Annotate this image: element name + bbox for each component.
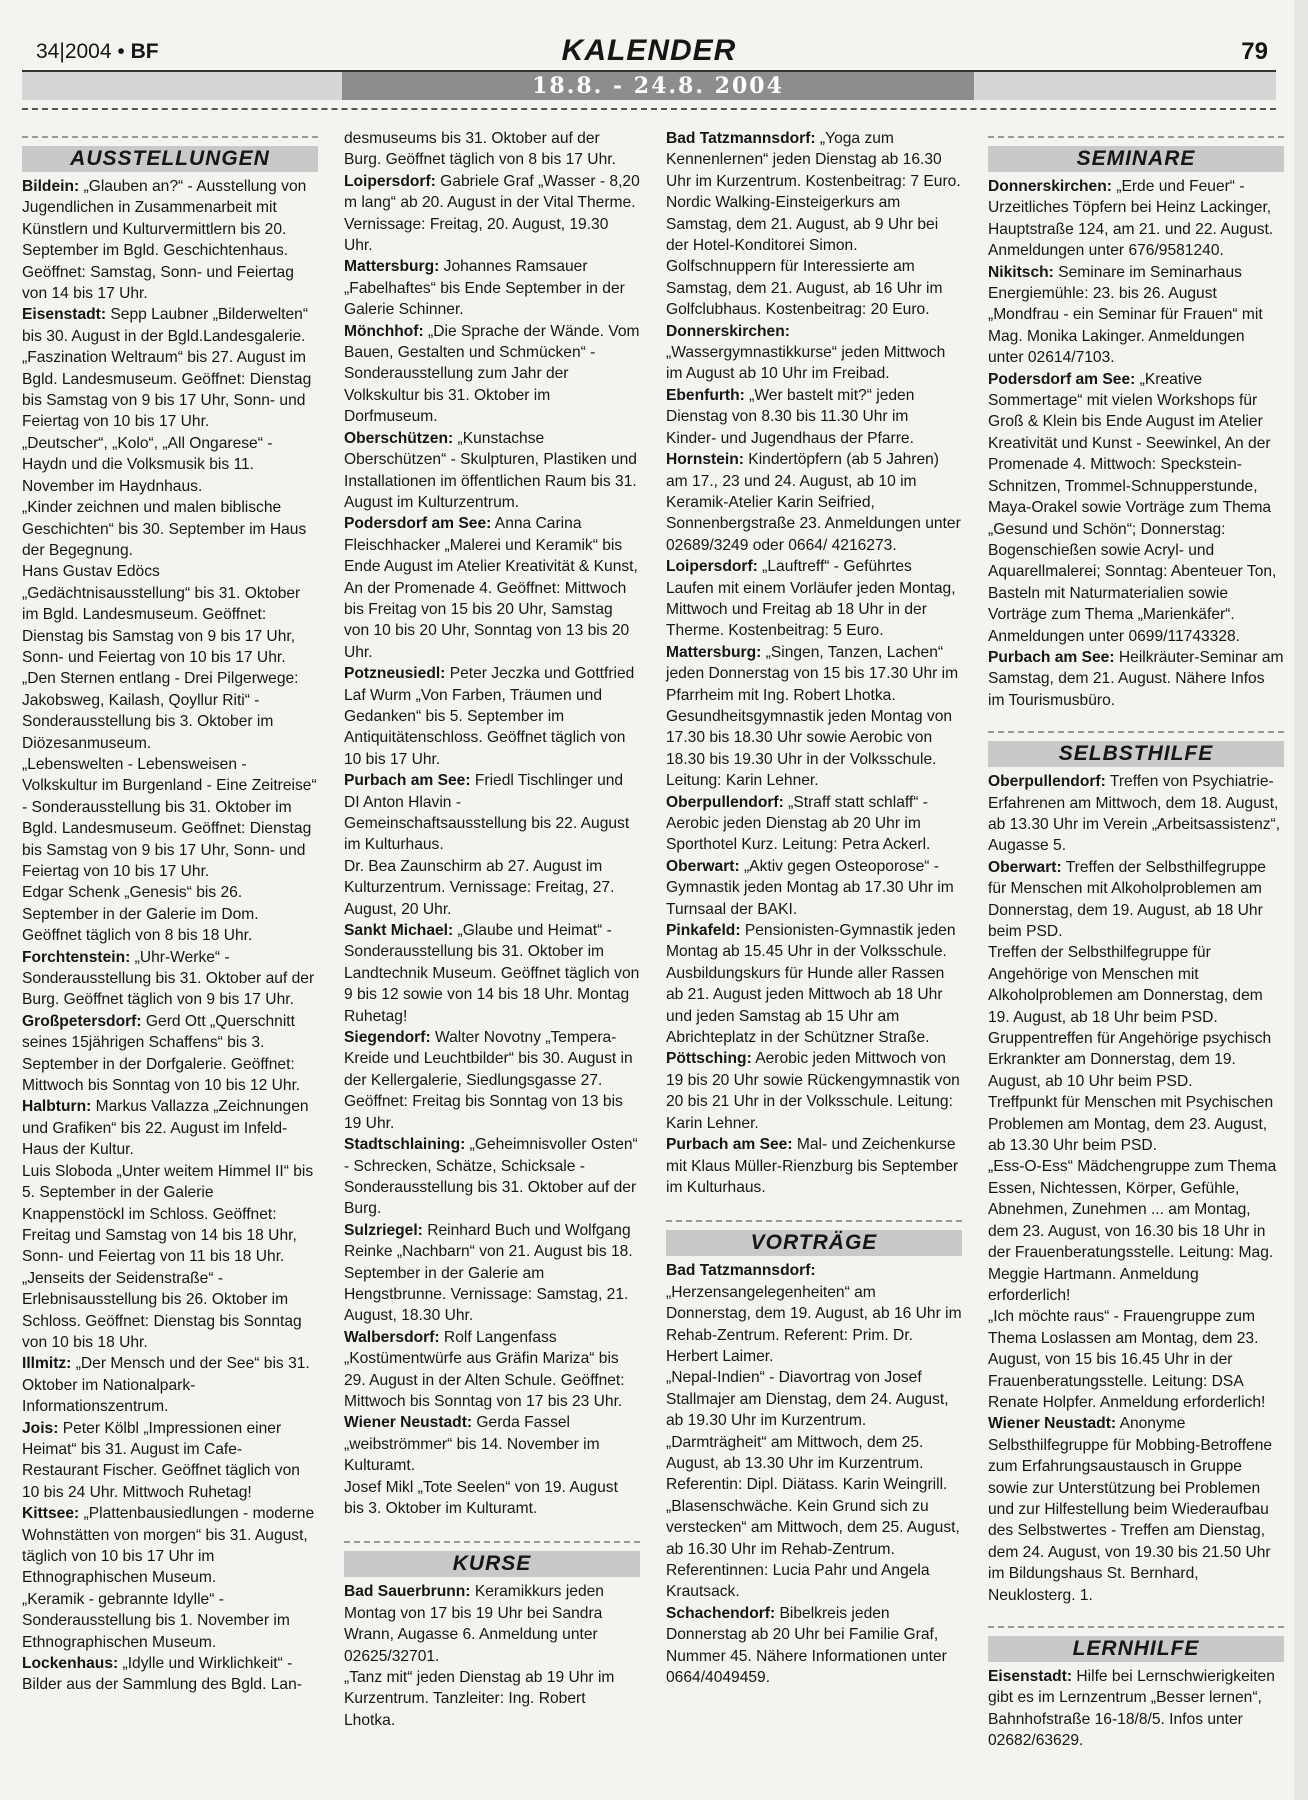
entry-text: Gerda Fassel „weibströmmer“ bis 14. November im Kulturamt. bbox=[344, 1414, 600, 1475]
entry-text: Peter Jeczka und Gottfried Laf Wurm „Von Farben, Träumen und Gedanken“ bis 5. September im Antiquitätenschloss. Geöffnet täglich von 10 bis 17 Uhr. bbox=[344, 665, 635, 768]
listing-entry bbox=[666, 1367, 962, 1431]
listing-entry bbox=[22, 1653, 318, 1696]
issue-number: 34|2004 • BF bbox=[36, 40, 159, 63]
listing-entry bbox=[22, 561, 318, 668]
listing-entry bbox=[22, 1503, 318, 1589]
entry-location: Oberpullendorf: bbox=[666, 793, 784, 811]
section-dash bbox=[988, 1626, 1284, 1628]
entry-text: Dr. Bea Zaunschirm ab 27. August im Kulturzentrum. Vernissage: Freitag, 27. August, 20 Uhr. bbox=[344, 857, 615, 918]
entry-location: Walbersdorf: bbox=[344, 1328, 440, 1346]
listing-entry bbox=[22, 433, 318, 497]
listing-entry bbox=[22, 176, 318, 304]
entry-list bbox=[344, 128, 640, 1519]
listing-entry bbox=[988, 176, 1284, 262]
entry-text: Anna Carina Fleischhacker „Malerei und Keramik“ bis Ende August im Atelier Kreativität & Kunst, An der Promenade 4. Geöffnet: Mittwoch bis Freitag von 15 bis 20 Uhr, Samstag von 10 bis 20 Uhr, Sonntag von 13 bis 20 Uhr. bbox=[344, 515, 638, 661]
entry-location: Podersdorf am See: bbox=[344, 515, 492, 533]
listing-entry bbox=[344, 171, 640, 257]
listing-entry bbox=[344, 663, 640, 770]
listing-entry bbox=[344, 1667, 640, 1731]
listing-entry bbox=[344, 321, 640, 428]
entry-text: Peter Kölbl „Impressionen einer Heimat“ bis 31. August im Cafe-Restaurant Fischer. Geöffnet täglich von 10 bis 24 Uhr. Mittwoch Ruhetag! bbox=[22, 1419, 300, 1501]
entry-location: Halbturn: bbox=[22, 1098, 92, 1116]
entry-text: Markus Vallazza „Zeichnungen und Grafiken“ bis 22. August im Infeld-Haus der Kultur. bbox=[22, 1098, 309, 1159]
entry-text: „Kunstachse Oberschützen“ - Skulpturen, Plastiken und Installationen im öffentlichen Raum bis 31. August im Kulturzentrum. bbox=[344, 429, 637, 511]
listing-entry bbox=[988, 1028, 1284, 1092]
entry-text: „Erde und Feuer“ - Urzeitliches Töpfern bei Heinz Lackinger, Hauptstraße 124, am 21. und 22. August. Anmeldungen unter 676/9581240. bbox=[988, 178, 1274, 260]
listing-entry bbox=[22, 1589, 318, 1653]
entry-location: Loipersdorf: bbox=[344, 172, 436, 190]
listing-entry bbox=[666, 963, 962, 1049]
section-dash bbox=[22, 136, 318, 138]
listing-entry bbox=[22, 1096, 318, 1160]
listing-entry bbox=[22, 347, 318, 433]
entry-location: Eisenstadt: bbox=[988, 1668, 1073, 1685]
entry-list bbox=[22, 176, 318, 1696]
listing-entry bbox=[22, 754, 318, 882]
entry-text: Treffen von Psychiatrie-Erfahrenen am Mittwoch, dem 18. August, ab 13.30 Uhr im Verein „Arbeitsassistenz“, Augasse 5. bbox=[988, 773, 1281, 855]
listing-entry bbox=[988, 369, 1284, 647]
entry-text: „Lauftreff“ - Geführtes Laufen mit einem Vorläufer jeden Montag, Mittwoch und Freitag ab 18 Uhr in der Therme. Kostenbeitrag: 5 Euro. bbox=[666, 558, 956, 640]
entry-location: Bildein: bbox=[22, 178, 80, 195]
entry-location: Mönchhof: bbox=[344, 322, 424, 340]
entry-text: Golfschnuppern für Interessierte am Samstag, dem 21. August, ab 16 Uhr im Golfclubhaus. Kostenbeitrag: 20 Euro. bbox=[666, 258, 943, 319]
page-header bbox=[22, 34, 1276, 104]
entry-location: Großpetersdorf: bbox=[22, 1012, 142, 1030]
listing-entry bbox=[344, 920, 640, 1027]
entry-list bbox=[666, 1260, 962, 1688]
listing-entry bbox=[344, 1477, 640, 1520]
entry-location: Oberwart: bbox=[666, 857, 740, 875]
section-kurse bbox=[344, 1533, 640, 1577]
listing-entry bbox=[344, 1412, 640, 1476]
listing-entry bbox=[22, 668, 318, 754]
listing-entry bbox=[988, 857, 1284, 943]
entry-text: Walter Novotny „Tempera-Kreide und Leuchtbilder“ bis 30. August in der Kellergalerie, Siedlungsgasse 27. Geöffnet: Freitag bis Sonntag von 13 bis 19 Uhr. bbox=[344, 1029, 633, 1132]
listing-entry bbox=[344, 428, 640, 514]
listing-entry bbox=[666, 642, 962, 706]
entry-text: „Uhr-Werke“ - Sonderausstellung bis 31. Oktober auf der Burg. Geöffnet täglich von 9 bis 17 Uhr. bbox=[22, 948, 315, 1009]
entry-location: Loipersdorf: bbox=[666, 558, 758, 576]
section-vortraege bbox=[666, 1212, 962, 1256]
entry-text: „Plattenbausiedlungen - moderne Wohnstätten von morgen“ bis 31. August, täglich von 10 bis 17 Uhr im Ethnographischen Museum. bbox=[22, 1505, 315, 1587]
entry-location: Oberschützen: bbox=[344, 429, 454, 447]
listing-entry bbox=[666, 449, 962, 556]
listing-entry bbox=[666, 128, 962, 192]
entry-text: Josef Mikl „Tote Seelen“ von 19. August bis 3. Oktober im Kulturamt. bbox=[344, 1478, 618, 1517]
entry-text: „Jenseits der Seidenstraße“ - Erlebnisausstellung bis 26. Oktober im Schloss. Geöffnet: Dienstag bis Sonntag von 10 bis 18 Uhr. bbox=[22, 1269, 302, 1351]
entry-list bbox=[988, 176, 1284, 711]
entry-location: Donnerskirchen: bbox=[988, 178, 1112, 195]
listing-entry bbox=[666, 1496, 962, 1603]
section-heading: KURSE bbox=[344, 1551, 640, 1577]
entry-text: „Den Sternen entlang - Drei Pilgerwege: Jakobsweg, Kailash, Qoyllur Riti“ - Sonderausstellung bis 3. Oktober im Diözesanmuseum. bbox=[22, 670, 299, 752]
entry-location: Schachendorf: bbox=[666, 1604, 776, 1622]
entry-location: Hornstein: bbox=[666, 451, 744, 469]
entry-text: „Die Sprache der Wände. Vom Bauen, Gestalten und Schmücken“ - Sonderausstellung zum Jahr der Volkskultur bis 31. Oktober im Dorfmuseum. bbox=[344, 322, 640, 426]
listing-entry bbox=[988, 771, 1284, 857]
entry-location: Wiener Neustadt: bbox=[988, 1415, 1117, 1433]
entry-location: Potzneusiedl: bbox=[344, 665, 446, 683]
entry-text: Heilkräuter-Seminar am Samstag, dem 21. August. Nähere Infos im Tourismusbüro. bbox=[988, 648, 1284, 709]
listing-entry bbox=[22, 1161, 318, 1268]
listing-entry bbox=[344, 1581, 640, 1667]
entry-location: Bad Tatzmannsdorf: bbox=[666, 130, 816, 147]
entry-text: Hilfe bei Lernschwierigkeiten gibt es im Lernzentrum „Besser lernen“, Bahnhofstraße 16-18/8/5. Infos unter 02682/63629. bbox=[988, 1668, 1275, 1750]
entry-text: Sepp Laubner „Bilderwelten“ bis 30. August in der Bgld.Landesgalerie. bbox=[22, 306, 309, 345]
entry-text: „Singen, Tanzen, Lachen“ jeden Donnerstag von 15 bis 17.30 Uhr im Pfarrheim mit Ing. Robert Lhotka. bbox=[666, 643, 959, 704]
entry-location: Forchtenstein: bbox=[22, 948, 131, 966]
listing-entry bbox=[666, 192, 962, 256]
entry-text: Gabriele Graf „Wasser - 8,20 m lang“ ab 20. August in der Vital Therme. Vernissage: Freitag, 20. August, 19.30 Uhr. bbox=[344, 172, 640, 255]
listing-entry bbox=[666, 920, 962, 963]
listing-entry bbox=[988, 1156, 1284, 1306]
entry-text: Gesundheitsgymnastik jeden Montag von 17.30 bis 18.30 Uhr sowie Aerobic von 18.30 bis 19.30 Uhr in der Volksschule. Leitung: Karin Lehner. bbox=[666, 707, 953, 790]
column-3 bbox=[666, 128, 962, 1688]
page-number: 79 bbox=[1241, 38, 1268, 65]
entry-location: Siegendorf: bbox=[344, 1029, 431, 1047]
entry-location: Stadtschlaining: bbox=[344, 1136, 466, 1154]
section-ausstellungen bbox=[22, 128, 318, 172]
entry-text: Gruppentreffen für Angehörige psychisch Erkrankter am Donnerstag, dem 19. August, ab 10 Uhr beim PSD. bbox=[988, 1030, 1272, 1090]
listing-entry bbox=[666, 1260, 962, 1367]
listing-entry bbox=[988, 1413, 1284, 1606]
listing-entry bbox=[344, 1220, 640, 1327]
entry-text: „Geheimnisvoller Osten“ - Schrecken, Schätze, Schicksale - Sonderausstellung bis 31. Oktober auf der Burg. bbox=[344, 1136, 638, 1218]
listing-entry bbox=[988, 1666, 1284, 1752]
listing-entry bbox=[344, 256, 640, 320]
entry-location: Kittsee: bbox=[22, 1505, 80, 1523]
entry-text: Treffen der Selbsthilfegruppe für Angehörige von Menschen mit Alkoholproblemen am Donnerstag, dem 19. August, ab 18 Uhr beim PSD. bbox=[988, 944, 1263, 1026]
entry-text: Reinhard Buch und Wolfgang Reinke „Nachbarn“ von 21. August bis 18. September in der Galerie am Hengstbrunne. Vernissage: Samstag, 21. August, 18.30 Uhr. bbox=[344, 1221, 633, 1325]
entry-text: „Yoga zum Kennenlernen“ jeden Dienstag ab 16.30 Uhr im Kurzentrum. Kostenbeitrag: 7 Euro. bbox=[666, 130, 961, 190]
entry-text: Johannes Ramsauer „Fabelhaftes“ bis Ende September in der Galerie Schinner. bbox=[344, 258, 625, 319]
entry-location: Sankt Michael: bbox=[344, 922, 454, 940]
listing-entry bbox=[344, 128, 640, 171]
entry-location: Bad Tatzmannsdorf: bbox=[666, 1262, 816, 1280]
listing-entry bbox=[988, 1092, 1284, 1156]
listing-entry bbox=[666, 256, 962, 320]
listing-entry bbox=[22, 497, 318, 561]
column-1 bbox=[22, 128, 318, 1696]
section-heading: VORTRÄGE bbox=[666, 1230, 962, 1256]
section-heading: SEMINARE bbox=[988, 146, 1284, 172]
listing-entry bbox=[22, 1418, 318, 1504]
entry-location: Mattersburg: bbox=[344, 258, 440, 276]
entry-text: „Kinder zeichnen und malen biblische Geschichten“ bis 30. September im Haus der Begegnung. bbox=[22, 499, 307, 559]
entry-text: „Aktiv gegen Osteoporose“ - Gymnastik jeden Montag ab 17.30 Uhr im Turnsaal der BAKI. bbox=[666, 857, 954, 918]
entry-text: Gerd Ott „Querschnitt seines 15jährigen Schaffens“ bis 3. September in der Dorfgalerie. Geöffnet: Mittwoch bis Sonntag von 10 bis 12 Uhr. bbox=[22, 1012, 301, 1095]
listing-entry bbox=[344, 513, 640, 663]
listing-entry bbox=[666, 856, 962, 920]
entry-text: Rolf Langenfass „Kostümentwürfe aus Gräfin Mariza“ bis 29. August in der Alten Schule. Geöffnet: Mittwoch bis Sonntag von 17 bis 23 Uhr. bbox=[344, 1328, 625, 1410]
entry-text: „Der Mensch und der See“ bis 31. Oktober im Nationalpark-Informationszentrum. bbox=[22, 1355, 310, 1416]
entry-location: Oberwart: bbox=[988, 858, 1062, 876]
entry-list bbox=[988, 1666, 1284, 1752]
listing-entry bbox=[22, 947, 318, 1011]
header-divider bbox=[22, 108, 1276, 110]
entry-text: desmuseums bis 31. Oktober auf der Burg. Geöffnet täglich von 8 bis 17 Uhr. bbox=[344, 130, 616, 169]
entry-location: Mattersburg: bbox=[666, 643, 762, 661]
listing-entry bbox=[344, 1027, 640, 1134]
listing-entry bbox=[22, 304, 318, 347]
entry-location: Nikitsch: bbox=[988, 263, 1054, 281]
listing-entry bbox=[666, 792, 962, 856]
listing-entry bbox=[666, 1048, 962, 1134]
page-edge bbox=[1294, 0, 1308, 1800]
listing-entry bbox=[22, 1353, 318, 1417]
entry-location: Lockenhaus: bbox=[22, 1655, 119, 1673]
entry-list bbox=[988, 771, 1284, 1606]
section-title: KALENDER bbox=[561, 34, 737, 67]
entry-location: Illmitz: bbox=[22, 1355, 72, 1373]
listing-entry bbox=[666, 385, 962, 449]
listing-entry bbox=[22, 1011, 318, 1097]
section-selbsthilfe bbox=[988, 723, 1284, 767]
entry-text: „Tanz mit“ jeden Dienstag ab 19 Uhr im Kurzentrum. Tanzleiter: Ing. Robert Lhotka. bbox=[344, 1669, 615, 1729]
entry-location: Ebenfurth: bbox=[666, 386, 745, 404]
entry-text: Nordic Walking-Einsteigerkurs am Samstag, dem 21. August, ab 9 Uhr bei der Hotel-Konditorei Simon. bbox=[666, 194, 939, 255]
entry-text: Luis Sloboda „Unter weitem Himmel II“ bis 5. September in der Galerie Knappenstöckl im Schloss. Geöffnet: Freitag und Samstag von 14 bis 18 Uhr, Sonn- und Feiertag von 11 bis 18 Uhr. bbox=[22, 1162, 314, 1266]
listing-entry bbox=[666, 706, 962, 792]
entry-text: „Deutscher“, „Kolo“, „All Ongarese“ - Haydn und die Volksmusik bis 11. November im Haydnhaus. bbox=[22, 434, 273, 495]
listing-entry bbox=[22, 882, 318, 946]
entry-text: „Herzensangelegenheiten“ am Donnerstag, dem 19. August, ab 16 Uhr im Rehab-Zentrum. Referent: Prim. Dr. Herbert Laimer. bbox=[666, 1283, 962, 1365]
entry-text: Anonyme Selbsthilfegruppe für Mobbing-Betroffene zum Erfahrungsaustausch in Gruppe sowie zur Unterstützung bei Problemen und zur Hilfestellung beim Wiederaufbau des Selbstwertes - Treffen am Dienstag, dem 24. August, von 19.30 bis 21.50 Uhr im Bildungshaus St. Bernhard, Neuklosterg. 1. bbox=[988, 1415, 1273, 1604]
listing-entry bbox=[666, 1134, 962, 1198]
entry-location: Wiener Neustadt: bbox=[344, 1414, 473, 1432]
listing-entry bbox=[988, 942, 1284, 1028]
section-dash bbox=[988, 136, 1284, 138]
section-dash bbox=[344, 1541, 640, 1543]
listing-entry bbox=[988, 262, 1284, 369]
entry-text: Kindertöpfern (ab 5 Jahren) am 17., 23 und 24. August, ab 10 im Keramik-Atelier Karin Seifried, Sonnenbergstraße 23. Anmeldungen unter 02689/3249 oder 0664/ 4216273. bbox=[666, 451, 961, 554]
listing-entry bbox=[988, 1306, 1284, 1413]
entry-text: „Blasenschwäche. Kein Grund sich zu verstecken“ am Mittwoch, dem 25. August, ab 16.30 Uhr im Rehab-Zentrum. Referentinnen: Lucia Pahr und Angela Krautsack. bbox=[666, 1497, 960, 1601]
entry-text: „Idylle und Wirklichkeit“ - Bilder aus der Sammlung des Bgld. Lan- bbox=[22, 1655, 302, 1694]
entry-text: Hans Gustav Edöcs „Gedächtnisausstellung“ bis 31. Oktober im Bgld. Landesmuseum. Geöffnet: Dienstag bis Samstag von 9 bis 17 Uhr, Sonn- und Feiertag von 10 bis 17 Uhr. bbox=[22, 563, 301, 666]
entry-text: Treffen der Selbsthilfegruppe für Menschen mit Alkoholproblemen am Donnerstag, dem 19. August, ab 18 Uhr beim PSD. bbox=[988, 858, 1266, 940]
date-range: 18.8. - 24.8. 2004 bbox=[342, 72, 974, 100]
column-4 bbox=[988, 128, 1284, 1752]
entry-location: Purbach am See: bbox=[344, 772, 471, 790]
entry-text: „Ess-O-Ess“ Mädchengruppe zum Thema Essen, Nichtessen, Körper, Gefühle, Abnehmen, Zunehmen ... am Montag, dem 23. August, von 16.30 bis 18 Uhr in der Frauenberatungsstelle. Leitung: Mag. Meggie Hartmann. Anmeldung erforderlich! bbox=[988, 1158, 1277, 1304]
section-lernhilfe bbox=[988, 1618, 1284, 1662]
section-dash bbox=[666, 1220, 962, 1222]
entry-text: „Keramik - gebrannte Idylle“ - Sonderausstellung bis 1. November im Ethnographischen Museum. bbox=[22, 1590, 290, 1651]
entry-location: Jois: bbox=[22, 1419, 59, 1437]
entry-location: Sulzriegel: bbox=[344, 1221, 423, 1239]
entry-location: Pinkafeld: bbox=[666, 922, 741, 940]
listing-entry bbox=[666, 556, 962, 642]
listing-entry bbox=[344, 856, 640, 920]
entry-text: „Kreative Sommertage“ mit vielen Workshops für Groß & Klein bis Ende August im Atelier Kreativität und Kunst - Seewinkel, An der Promenade 4. Mittwoch: Speckstein-Schnitzen, Trommel-Schnupperstunde, Maya-Orakel sowie Vorträge zum Thema „Gesund und Schön“; Donnerstag: Bogenschießen sowie Acryl- und Aquarellmalerei; Sonntag: Abenteuer Ton, Basteln mit Naturmaterialien sowie Vorträge zum Thema „Marienkäfer“. Anmeldungen unter 0699/11743328. bbox=[988, 370, 1277, 645]
entry-text: Bibelkreis jeden Donnerstag ab 20 Uhr bei Familie Graf, Nummer 45. Nähere Informationen unter 0664/4049459. bbox=[666, 1604, 947, 1687]
entry-text: Edgar Schenk „Genesis“ bis 26. September in der Galerie im Dom. Geöffnet täglich von 8 bis 18 Uhr. bbox=[22, 884, 259, 945]
entry-location: Pöttsching: bbox=[666, 1050, 752, 1068]
entry-text: „Ich möchte raus“ - Frauengruppe zum Thema Loslassen am Montag, dem 23. August, von 15 bis 16.45 Uhr in der Frauenberatungsstelle. Leitung: DSA Renate Holpfer. Anmeldung erforderlich! bbox=[988, 1308, 1266, 1411]
entry-text: Seminare im Seminarhaus Energiemühle: 23. bis 26. August „Mondfrau - ein Seminar für Frauen“ mit Mag. Monika Lakinger. Anmeldungen unter 02614/7103. bbox=[988, 263, 1263, 367]
entry-text: „Darmträgheit“ am Mittwoch, dem 25. August, ab 13.30 Uhr im Kurzentrum. Referentin: Dipl. Diätass. Karin Weingrill. bbox=[666, 1433, 948, 1494]
section-heading: LERNHILFE bbox=[988, 1636, 1284, 1662]
entry-text: „Nepal-Indien“ - Diavortrag von Josef Stallmajer am Dienstag, dem 24. August, ab 19.30 Uhr im Kurzentrum. bbox=[666, 1369, 949, 1430]
entry-text: „Glauben an?“ - Ausstellung von Jugendlichen in Zusammenarbeit mit Künstlern und Kulturvermittlern bis 20. September im Bgld. Geschichtenhaus. Geöffnet: Samstag, Sonn- und Feiertag von 14 bis 17 Uhr. bbox=[22, 178, 307, 303]
listing-entry bbox=[22, 1268, 318, 1354]
entry-text: Treffpunkt für Menschen mit Psychischen Problemen am Montag, dem 23. August, ab 13.30 Uhr beim PSD. bbox=[988, 1094, 1274, 1155]
listing-entry bbox=[988, 647, 1284, 711]
entry-text: Aerobic jeden Mittwoch von 19 bis 20 Uhr sowie Rückengymnastik von 20 bis 21 Uhr in der Volksschule. Leitung: Karin Lehner. bbox=[666, 1050, 960, 1132]
entry-list bbox=[666, 128, 962, 1198]
entry-text: „Straff statt schlaff“ - Aerobic jeden Dienstag ab 20 Uhr im Sporthotel Kurz. Leitung: Petra Ackerl. bbox=[666, 793, 931, 854]
listing-entry bbox=[666, 1603, 962, 1689]
entry-location: Donnerskirchen: bbox=[666, 322, 790, 340]
entry-text: „Wassergymnastikkurse“ jeden Mittwoch im August ab 10 Uhr im Freibad. bbox=[666, 344, 946, 383]
entry-location: Purbach am See: bbox=[666, 1136, 793, 1154]
entry-location: Eisenstadt: bbox=[22, 306, 107, 324]
section-heading: AUSSTELLUNGEN bbox=[22, 146, 318, 172]
entry-text: Keramikkurs jeden Montag von 17 bis 19 Uhr bei Sandra Wrann, Augasse 6. Anmeldung unter 02625/32701. bbox=[344, 1583, 604, 1665]
listing-entry bbox=[344, 1134, 640, 1220]
listing-entry bbox=[344, 1327, 640, 1413]
entry-text: „Lebenswelten - Lebensweisen - Volkskultur im Burgenland - Eine Zeitreise“ - Sonderausstellung bis 31. Oktober im Bgld. Landesmuseum. Geöffnet: Dienstag bis Samstag von 9 bis 17 Uhr, Sonn- und Feiertag von 10 bis 17 Uhr. bbox=[22, 755, 317, 880]
section-dash bbox=[988, 731, 1284, 733]
entry-location: Purbach am See: bbox=[988, 648, 1115, 666]
entry-text: Pensionisten-Gymnastik jeden Montag ab 15.45 Uhr in der Volksschule. bbox=[666, 922, 956, 961]
listing-entry bbox=[666, 1432, 962, 1496]
entry-text: „Wer bastelt mit?“ jeden Dienstag von 8.30 bis 11.30 Uhr im Kinder- und Jugendhaus der Pfarre. bbox=[666, 386, 915, 447]
entry-text: Friedl Tischlinger und DI Anton Hlavin - Gemeinschaftsausstellung bis 22. August im Kulturhaus. bbox=[344, 772, 630, 854]
section-seminare bbox=[988, 128, 1284, 172]
entry-text: „Glaube und Heimat“ - Sonderausstellung bis 31. Oktober im Landtechnik Museum. Geöffnet täglich von 9 bis 12 sowie von 14 bis 18 Uhr. Montag Ruhetag! bbox=[344, 922, 640, 1025]
column-2 bbox=[344, 128, 640, 1731]
entry-text: „Faszination Weltraum“ bis 27. August im Bgld. Landesmuseum. Geöffnet: Dienstag bis Samstag von 9 bis 17 Uhr, Sonn- und Feiertag von 10 bis 17 Uhr. bbox=[22, 349, 312, 431]
section-heading: SELBSTHILFE bbox=[988, 741, 1284, 767]
entry-location: Bad Sauerbrunn: bbox=[344, 1583, 471, 1601]
entry-list bbox=[344, 1581, 640, 1731]
listing-entry bbox=[666, 321, 962, 385]
listing-entry bbox=[344, 770, 640, 856]
entry-location: Oberpullendorf: bbox=[988, 773, 1106, 791]
entry-text: Mal- und Zeichenkurse mit Klaus Müller-Rienzburg bis September im Kulturhaus. bbox=[666, 1136, 959, 1196]
entry-location: Podersdorf am See: bbox=[988, 370, 1136, 388]
entry-text: Ausbildungskurs für Hunde aller Rassen ab 21. August jeden Mittwoch ab 18 Uhr und jeden Samstag ab 15 Uhr am Abrichteplatz in der Schützner Straße. bbox=[666, 964, 945, 1047]
